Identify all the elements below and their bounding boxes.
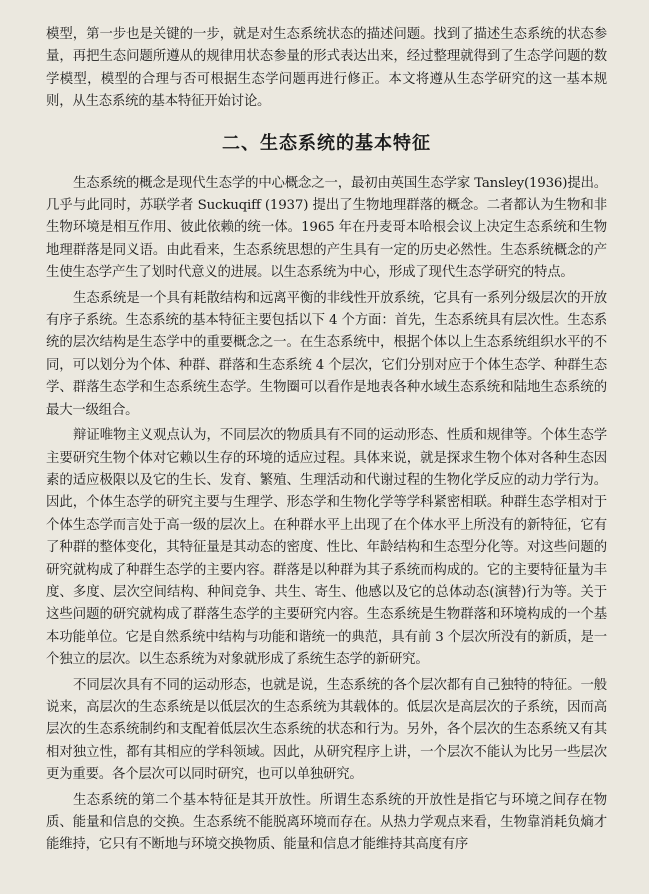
paragraph-hierarchy: 生态系统是一个具有耗散结构和远离平衡的非线性开放系统，它具有一系列分级层次的开放有序子系统。生态系统的基本特征主要包括以下 4 个方面：首先，生态系统具有层次性。生态系统的层次结构是生态学中的重要概念之一。在生态系统中，根据个体以上生态系统组织水平的不同，可以划分为个体、种群、群落和生态系统 4 个层次，它们分别对应于个体生态学、种群生态学、群落生态学和生态系统生态学。生物圈可以看作是地表各种水域生态系统和陆地生态系统的最大一级组合。 xyxy=(46,290,607,418)
section-heading: 二、生态系统的基本特征 xyxy=(222,132,431,154)
paragraph-dialectical: 辩证唯物主义观点认为，不同层次的物质具有不同的运动形态、性质和规律等。个体生态学主要研究生物个体对它赖以生存的环境的适应过程。具体来说，就是探求生物个体对各种生态因素的适应极限以及它的生长、发育、繁殖、生理活动和代谢过程的生物化学反应的动力学行为。因此，个体生态学的研究主要与生理学、形态学和生物化学等学科紧密相联。种群生态学相对于个体生态学而言处于高一级的层次上。在种群水平上出现了在个体水平上所没有的新特征，它有了种群的整体变化，其特征量是其动态的密度、性比、年龄结构和生态型分化等。对这些问题的研究就构成了种群生态学的主要内容。群落是以种群为其子系统而构成的。它的主要特征量为丰度、多度、层次空间结构、种间竞争、共生、寄生、他感以及它的总体动态(演替)行为等。关于这些问题的研究就构成了群落生态学的主要研究内容。生态系统是生物群落和环境构成的一个基本功能单位。它是自然系统中结构与功能和谐统一的典范，具有前 3 个层次所没有的新质，是一个独立的层次。以生态系统为对象就形成了系统生态学的新研究。 xyxy=(46,428,607,668)
paragraph-concept: 生态系统的概念是现代生态学的中心概念之一，最初由英国生态学家 Tansley(1936)提出。几乎与此同时，苏联学者 Suckuqiff (1937) 提出了生物地理群落的概念。二者都认为生物和非生物环境是相互作用、彼此依赖的统一体。1965 年在丹麦哥本哈根会议上决定生态系统和生物地理群落是同义语。由此看来，生态系统思想的产生具有一定的历史必然性。生态系统概念的产生使生态学产生了划时代意义的进展。以生态系统为中心，形成了现代生态学研究的特点。 xyxy=(46,175,607,281)
paragraph-levels: 不同层次具有不同的运动形态，也就是说，生态系统的各个层次都有自己独特的特征。一般说来，高层次的生态系统是以低层次的生态系统为其载体的。低层次是高层次的子系统，因而高层次的生态系统制约和支配着低层次生态系统的状态和行为。另外，各个层次的生态系统又有其相对独立性，都有其相应的学科领域。因此，从研究程序上讲，一个层次不能认为比另一些层次更为重要。各个层次可以同时研究，也可以单独研究。 xyxy=(46,677,607,783)
paragraph-openness: 生态系统的第二个基本特征是其开放性。所谓生态系统的开放性是指它与环境之间存在物质、能量和信息的交换。生态系统不能脱离环境而存在。从热力学观点来看，生物靠消耗负熵才能维持，它只有不断地与环境交换物质、能量和信息才能维持其高度有序 xyxy=(46,792,607,853)
intro-paragraph: 模型，第一步也是关键的一步，就是对生态系统状态的描述问题。找到了描述生态系统的状态参量，再把生态问题所遵从的规律用状态参量的形式表达出来，经过整理就得到了生态学问题的数学模型，模型的合理与否可根据生态学问题再进行修正。本文将遵从生态学研究的这一基本规则，从生态系统的基本特征开始讨论。 xyxy=(46,27,607,110)
